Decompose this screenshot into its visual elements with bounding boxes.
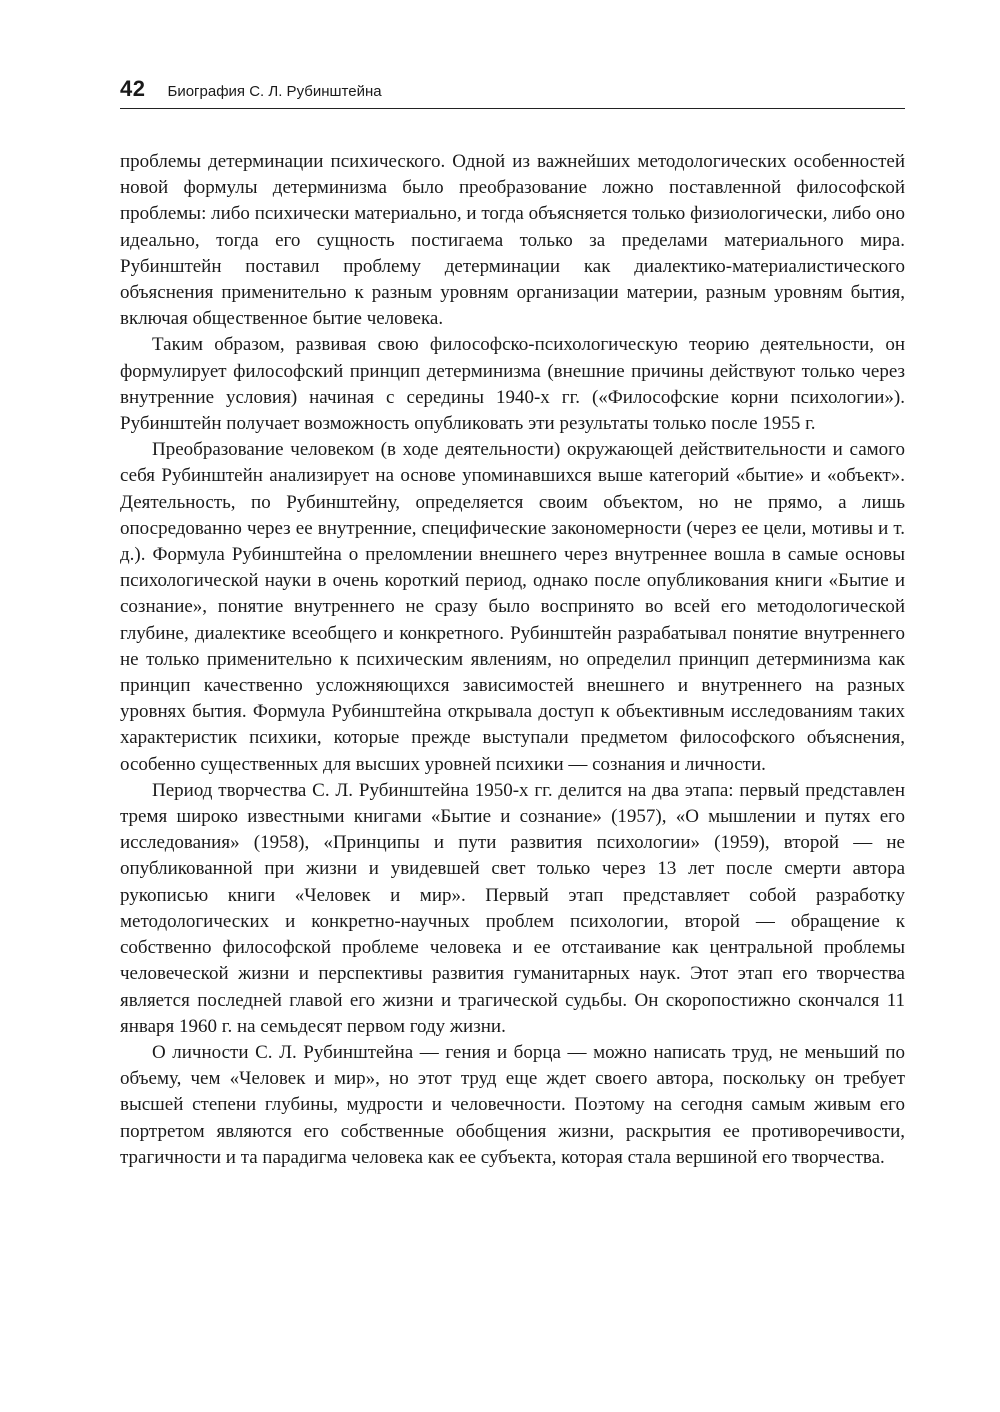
book-page [120,76,905,1171]
running-title: Биография С. Л. Рубинштейна [167,83,382,100]
running-header [120,76,905,109]
paragraph-continued: проблемы детерминации психического. Одной из важнейших методологических особенностей новой формулы детерминизма было преобразование ложно поставленной философской проблемы: либо психически материально, и тогда объясняется только физиологически, либо оно идеально, тогда его сущность постигаема только за пределами материального мира. Рубинштейн поставил проблему детерминации как диалектико-материалистического объяснения применительно к разным уровням организации материи, разным уровням бытия, включая общественное бытие человека. [120,151,905,330]
paragraph: О личности С. Л. Рубинштейна — гения и борца — можно написать труд, не меньший по объему, чем «Человек и мир», но этот труд еще ждет своего автора, поскольку он требует высшей степени глубины, мудрости и человечности. Поэтому на сегодня самым живым его портретом являются его собственные обобщения жизни, раскрытия ее противоречивости, трагичности и та парадигма человека как ее субъекта, которая стала вершиной его творчества. [120,1041,905,1168]
body-text [120,149,905,1171]
paragraph: Таким образом, развивая свою философско-психологическую теорию деятельности, он формулирует философский принцип детерминизма (внешние причины действуют только через внутренние условия) начиная с середины 1940-х гг. («Философские корни психологии»). Рубинштейн получает возможность опубликовать эти результаты только после 1955 г. [120,334,905,435]
paragraph: Преобразование человеком (в ходе деятельности) окружающей действительности и самого себя Рубинштейн анализирует на основе упоминавшихся выше категорий «бытие» и «объект». Деятельность, по Рубинштейну, определяется своим объектом, но не прямо, а лишь опосредованно через ее внутренние, специфические закономерности (через ее цели, мотивы и т. д.). Формула Рубинштейна о преломлении внешнего через внутреннее вошла в самые основы психологической науки в очень короткий период, однако после опубликования книги «Бытие и сознание», понятие внутреннего не сразу было воспринято во всей его методологической глубине, диалектике всеобщего и конкретного. Рубинштейн разрабатывал понятие внутреннего не только применительно к психическим явлениям, но определил принцип детерминизма как принцип качественно усложняющихся зависимостей внешнего и внутреннего на разных уровнях бытия. Формула Рубинштейна открывала доступ к объективным исследованиям таких характеристик психики, которые прежде выступали предметом философского объяснения, особенно существенных для высших уровней психики — сознания и личности. [120,439,905,775]
page-number: 42 [120,76,146,101]
paragraph: Период творчества С. Л. Рубинштейна 1950-х гг. делится на два этапа: первый представлен тремя широко известными книгами «Бытие и сознание» (1957), «О мышлении и путях его исследования» (1958), «Принципы и пути развития психологии» (1959), второй — не опубликованной при жизни и увидевшей свет только через 13 лет после смерти автора рукописью книги «Человек и мир». Первый этап представляет собой разработку методологических и конкретно-научных проблем психологии, второй — обращение к собственно философской проблеме человека и ее отстаивание как центральной проблемы человеческой жизни и перспективы развития гуманитарных наук. Этот этап его творчества является последней главой его жизни и трагической судьбы. Он скоропостижно скончался 11 января 1960 г. на семьдесят первом году жизни. [120,779,905,1037]
